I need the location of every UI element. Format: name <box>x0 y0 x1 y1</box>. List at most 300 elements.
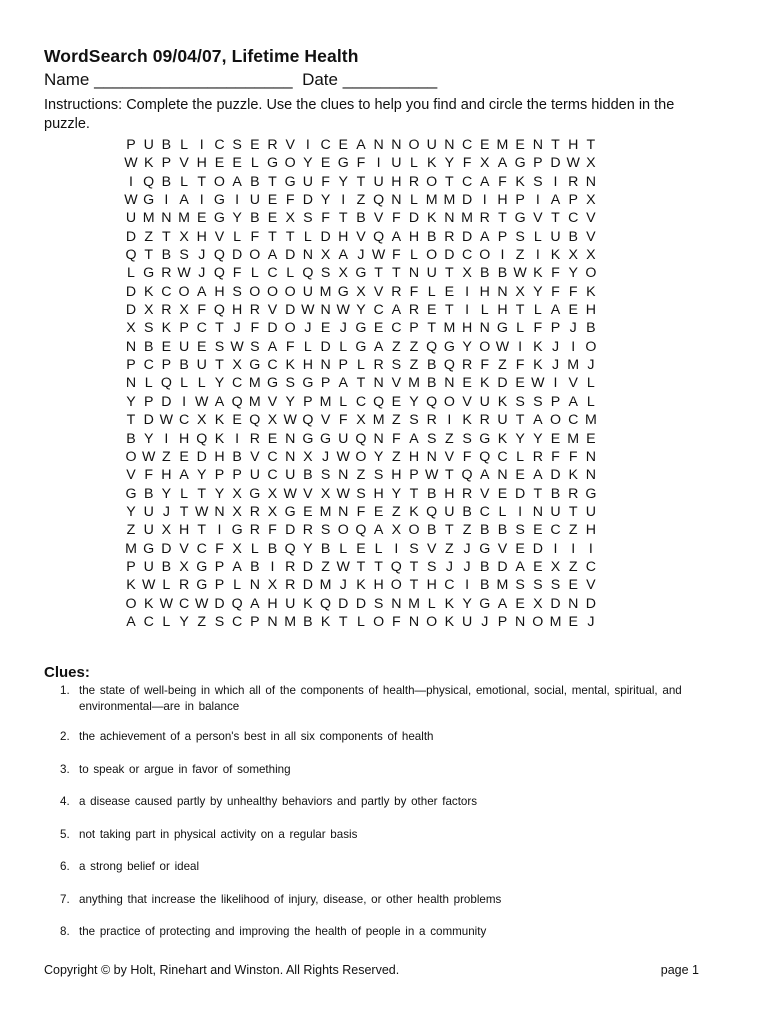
grid-letter: W <box>124 155 138 172</box>
grid-letter: J <box>198 247 206 264</box>
grid-letter: Q <box>160 375 172 392</box>
grid-letter: B <box>303 613 313 630</box>
grid-letter: C <box>267 357 278 374</box>
grid-letter: C <box>143 357 154 374</box>
grid-letter: Q <box>213 302 225 319</box>
grid-letter: F <box>533 320 543 337</box>
grid-letter: P <box>161 155 172 172</box>
grid-letter: L <box>533 228 542 245</box>
grid-letter: F <box>391 613 401 630</box>
grid-letter: F <box>356 155 366 172</box>
grid-letter: M <box>319 283 332 300</box>
grid-letter: G <box>143 540 155 557</box>
grid-letter: M <box>567 357 580 374</box>
grid-letter: A <box>480 467 490 484</box>
grid-letter: E <box>320 155 331 172</box>
grid-letter: M <box>567 430 580 447</box>
grid-letter: Z <box>126 522 136 539</box>
grid-letter: Q <box>302 412 314 429</box>
clue-number: 3. <box>60 762 70 776</box>
grid-letter: U <box>550 503 561 520</box>
grid-letter: K <box>444 613 455 630</box>
grid-letter: D <box>585 595 596 612</box>
grid-letter: D <box>285 302 296 319</box>
grid-letter: W <box>159 595 174 612</box>
grid-letter: D <box>161 540 172 557</box>
grid-letter: N <box>320 357 331 374</box>
grid-letter: B <box>320 540 331 557</box>
grid-letter: P <box>126 558 136 575</box>
grid-letter: N <box>125 338 137 355</box>
grid-letter: R <box>249 302 260 319</box>
grid-letter: P <box>515 192 525 209</box>
grid-letter: C <box>232 375 243 392</box>
grid-letter: Y <box>356 302 366 319</box>
grid-letter: O <box>284 320 296 337</box>
grid-letter: U <box>249 192 260 209</box>
grid-letter: D <box>125 228 137 245</box>
clue-number: 1. <box>60 684 70 697</box>
grid-letter: F <box>232 265 242 282</box>
grid-letter: X <box>179 558 189 575</box>
grid-letter: A <box>179 467 189 484</box>
grid-letter: E <box>373 503 384 520</box>
grid-letter: A <box>409 430 419 447</box>
grid-letter: E <box>462 375 472 392</box>
grid-letter: H <box>338 228 349 245</box>
grid-letter: I <box>518 338 523 355</box>
grid-letter: W <box>495 338 510 355</box>
grid-letter: L <box>250 540 259 557</box>
grid-letter: T <box>498 210 507 227</box>
grid-letter: Y <box>462 338 472 355</box>
grid-letter: T <box>515 302 525 319</box>
grid-letter: T <box>445 302 454 319</box>
grid-letter: H <box>178 522 190 539</box>
grid-letter: E <box>232 412 242 429</box>
grid-letter: K <box>568 467 578 484</box>
grid-letter: N <box>267 613 278 630</box>
grid-letter: G <box>284 173 296 190</box>
clue-number: 4. <box>60 795 70 808</box>
grid-letter: A <box>550 302 561 319</box>
grid-letter: O <box>549 412 562 429</box>
grid-letter: V <box>303 485 313 502</box>
grid-letter: O <box>249 283 261 300</box>
grid-letter: J <box>463 540 471 557</box>
grid-letter: X <box>232 357 242 374</box>
grid-letter: Q <box>249 412 261 429</box>
grid-letter: U <box>125 210 137 227</box>
grid-letter: B <box>250 173 260 190</box>
grid-letter: A <box>533 467 543 484</box>
grid-letter: F <box>285 192 295 209</box>
grid-letter: V <box>497 540 508 557</box>
grid-letter: D <box>320 228 331 245</box>
grid-letter: H <box>196 228 207 245</box>
grid-letter: T <box>144 247 154 264</box>
grid-letter: E <box>533 558 543 575</box>
grid-letter: R <box>479 412 490 429</box>
grid-letter: U <box>196 357 207 374</box>
grid-row <box>124 374 598 392</box>
grid-letter: W <box>336 558 350 575</box>
grid-letter: G <box>143 265 155 282</box>
grid-letter: O <box>426 613 438 630</box>
grid-letter: F <box>515 357 525 374</box>
clue-text: anything that increase the likelihood of injury, disease, or other health problems <box>79 892 502 906</box>
grid-letter: Y <box>320 192 331 209</box>
grid-letter: I <box>571 338 576 355</box>
grid-letter: R <box>461 357 473 374</box>
grid-letter: C <box>232 613 243 630</box>
grid-letter: O <box>266 283 279 300</box>
grid-letter: N <box>408 265 420 282</box>
grid-letter: O <box>178 283 190 300</box>
grid-letter: B <box>161 247 172 264</box>
grid-letter: A <box>497 595 508 612</box>
grid-letter: T <box>374 558 383 575</box>
grid-letter: G <box>514 210 526 227</box>
grid-letter: X <box>515 283 525 300</box>
grid-letter: K <box>126 577 136 594</box>
grid-letter: I <box>553 540 558 557</box>
grid-letter: I <box>217 522 222 539</box>
grid-letter: F <box>321 173 330 190</box>
grid-letter: V <box>179 540 189 557</box>
grid-letter: G <box>196 558 208 575</box>
grid-letter: J <box>339 577 347 594</box>
grid-letter: S <box>214 338 225 355</box>
grid-letter: Z <box>162 448 171 465</box>
grid-letter: X <box>338 265 348 282</box>
grid-letter: Z <box>391 338 401 355</box>
grid-letter: Q <box>213 265 225 282</box>
grid-letter: G <box>143 192 155 209</box>
grid-letter: S <box>179 247 189 264</box>
grid-letter: U <box>497 412 508 429</box>
grid-letter: C <box>267 265 278 282</box>
grid-letter: M <box>319 393 332 410</box>
grid-letter: F <box>551 265 560 282</box>
clue-item <box>44 729 684 745</box>
grid-letter: G <box>249 357 261 374</box>
grid-letter: I <box>235 192 240 209</box>
grid-letter: N <box>391 137 402 153</box>
grid-letter: Z <box>321 558 330 575</box>
grid-letter: N <box>515 613 526 630</box>
grid-letter: E <box>338 137 348 153</box>
grid-letter: U <box>391 155 402 172</box>
grid-letter: Y <box>444 155 455 172</box>
grid-letter: M <box>284 613 297 630</box>
grid-letter: M <box>142 210 155 227</box>
grid-letter: O <box>408 522 420 539</box>
grid-letter: W <box>336 302 350 319</box>
grid-row <box>124 338 598 356</box>
grid-letter: E <box>250 137 260 153</box>
grid-row <box>124 448 598 466</box>
grid-row <box>124 283 598 301</box>
grid-letter: L <box>162 613 171 630</box>
grid-letter: I <box>235 430 240 447</box>
copyright-footer: Copyright © by Holt, Rinehart and Winston. All Rights Reserved. <box>44 963 400 977</box>
grid-letter: N <box>426 448 437 465</box>
grid-row <box>124 393 598 411</box>
grid-letter: Y <box>338 173 348 190</box>
grid-letter: R <box>479 210 490 227</box>
grid-letter: L <box>127 265 135 282</box>
grid-letter: P <box>497 228 508 245</box>
grid-letter: L <box>250 155 259 172</box>
grid-letter: Q <box>320 595 332 612</box>
grid-letter: X <box>533 595 543 612</box>
grid-letter: P <box>497 613 508 630</box>
grid-letter: L <box>356 357 365 374</box>
grid-letter: D <box>285 522 296 539</box>
clue-item <box>44 827 684 843</box>
grid-letter: K <box>533 338 543 355</box>
grid-letter: J <box>322 448 330 465</box>
grid-letter: N <box>373 430 384 447</box>
grid-letter: K <box>533 357 543 374</box>
clue-text: a disease caused partly by unhealthy behaviors and partly by other factors <box>79 795 478 808</box>
grid-letter: V <box>426 540 437 557</box>
grid-letter: A <box>568 393 578 410</box>
grid-letter: S <box>285 375 295 392</box>
grid-letter: K <box>444 595 455 612</box>
grid-letter: U <box>479 393 490 410</box>
grid-letter: Q <box>373 393 385 410</box>
grid-letter: X <box>320 485 331 502</box>
grid-letter: G <box>514 155 526 172</box>
grid-letter: I <box>376 155 381 172</box>
grid-letter: E <box>197 338 207 355</box>
grid-letter: B <box>426 357 437 374</box>
grid-letter: P <box>161 357 172 374</box>
grid-letter: A <box>533 412 543 429</box>
grid-letter: M <box>425 192 438 209</box>
grid-letter: B <box>356 210 366 227</box>
grid-letter: L <box>339 338 348 355</box>
grid-letter: Q <box>355 522 367 539</box>
grid-letter: E <box>179 448 189 465</box>
grid-letter: R <box>373 357 384 374</box>
grid-letter: T <box>285 228 295 245</box>
grid-letter: P <box>250 613 260 630</box>
grid-letter: G <box>302 430 314 447</box>
grid-letter: B <box>480 577 490 594</box>
grid-letter: I <box>588 540 593 557</box>
grid-letter: B <box>143 338 154 355</box>
grid-letter: B <box>161 137 172 153</box>
grid-letter: E <box>232 155 242 172</box>
grid-letter: I <box>553 375 558 392</box>
grid-letter: R <box>568 485 579 502</box>
grid-letter: S <box>373 595 384 612</box>
grid-letter: X <box>550 558 561 575</box>
grid-letter: V <box>250 448 260 465</box>
grid-letter: L <box>516 320 525 337</box>
grid-letter: Z <box>356 192 366 209</box>
grid-letter: L <box>303 338 312 355</box>
grid-letter: A <box>391 302 402 319</box>
word-search-grid <box>124 136 598 631</box>
grid-letter: E <box>267 192 278 209</box>
grid-letter: K <box>409 503 419 520</box>
grid-row <box>124 466 598 484</box>
grid-letter: T <box>568 503 578 520</box>
grid-letter: X <box>126 320 136 337</box>
grid-letter: D <box>550 595 561 612</box>
grid-letter: T <box>374 265 383 282</box>
grid-letter: V <box>391 375 402 392</box>
grid-letter: Z <box>409 338 419 355</box>
grid-letter: H <box>232 302 243 319</box>
grid-letter: K <box>356 577 366 594</box>
grid-letter: J <box>551 357 560 374</box>
grid-letter: X <box>356 283 366 300</box>
grid-letter: I <box>199 192 204 209</box>
grid-letter: U <box>585 503 596 520</box>
grid-letter: V <box>373 210 384 227</box>
grid-letter: A <box>232 558 242 575</box>
grid-letter: K <box>143 155 154 172</box>
grid-letter: X <box>303 448 313 465</box>
grid-letter: U <box>143 137 154 153</box>
grid-letter: I <box>465 283 470 300</box>
grid-letter: D <box>302 192 313 209</box>
grid-letter: B <box>179 357 189 374</box>
grid-letter: R <box>568 173 579 190</box>
grid-letter: X <box>179 302 189 319</box>
grid-letter: F <box>409 283 419 300</box>
grid-row <box>124 209 598 227</box>
grid-letter: U <box>550 228 561 245</box>
grid-letter: G <box>585 485 597 502</box>
grid-letter: U <box>302 283 313 300</box>
worksheet-title: WordSearch 09/04/07, Lifetime Health <box>44 46 359 66</box>
grid-letter: H <box>161 467 172 484</box>
grid-letter: T <box>515 412 525 429</box>
grid-letter: H <box>373 485 384 502</box>
grid-letter: L <box>233 577 242 594</box>
grid-letter: K <box>426 155 437 172</box>
grid-letter: P <box>126 137 136 153</box>
grid-letter: D <box>143 412 154 429</box>
grid-letter: D <box>515 485 526 502</box>
grid-letter: R <box>426 412 437 429</box>
grid-letter: C <box>320 137 331 153</box>
grid-letter: R <box>178 577 190 594</box>
grid-letter: S <box>550 577 561 594</box>
grid-letter: S <box>250 338 260 355</box>
grid-letter: B <box>426 228 437 245</box>
grid-letter: Y <box>214 485 225 502</box>
grid-letter: C <box>214 137 225 153</box>
grid-letter: S <box>515 393 525 410</box>
grid-letter: V <box>320 412 331 429</box>
grid-letter: L <box>516 448 525 465</box>
grid-letter: F <box>480 357 490 374</box>
grid-letter: B <box>586 320 596 337</box>
grid-letter: H <box>391 173 402 190</box>
grid-letter: D <box>497 375 508 392</box>
grid-letter: X <box>356 412 366 429</box>
grid-letter: E <box>320 320 331 337</box>
grid-letter: G <box>284 503 296 520</box>
grid-row <box>124 485 598 503</box>
grid-letter: I <box>535 192 540 209</box>
grid-letter: L <box>339 540 348 557</box>
grid-letter: P <box>568 192 578 209</box>
grid-letter: Y <box>285 393 295 410</box>
grid-letter: T <box>215 320 224 337</box>
grid-letter: J <box>445 558 453 575</box>
grid-letter: A <box>497 155 508 172</box>
grid-letter: D <box>196 448 207 465</box>
grid-letter: L <box>427 595 436 612</box>
grid-letter: H <box>408 228 420 245</box>
grid-letter: X <box>568 247 578 264</box>
grid-letter: G <box>479 595 491 612</box>
grid-letter: T <box>551 210 560 227</box>
grid-letter: T <box>197 522 207 539</box>
grid-letter: E <box>497 485 508 502</box>
grid-letter: B <box>126 430 136 447</box>
page-number: page 1 <box>660 963 699 977</box>
grid-letter: P <box>179 320 189 337</box>
grid-row <box>124 576 598 594</box>
grid-letter: C <box>461 247 473 264</box>
grid-letter: M <box>443 320 456 337</box>
grid-letter: A <box>267 338 278 355</box>
grid-letter: E <box>515 595 525 612</box>
grid-letter: B <box>480 522 490 539</box>
grid-row <box>124 173 598 191</box>
grid-letter: L <box>498 503 507 520</box>
grid-letter: G <box>231 522 243 539</box>
grid-letter: P <box>214 558 225 575</box>
grid-letter: C <box>461 173 473 190</box>
grid-letter: X <box>143 302 154 319</box>
grid-letter: D <box>302 558 313 575</box>
grid-letter: N <box>373 375 384 392</box>
grid-letter: P <box>550 393 561 410</box>
grid-letter: T <box>409 485 419 502</box>
grid-letter: W <box>336 448 350 465</box>
grid-letter: F <box>285 338 295 355</box>
grid-letter: L <box>180 485 188 502</box>
grid-letter: O <box>373 613 385 630</box>
grid-letter: Z <box>568 558 578 575</box>
grid-letter: I <box>482 192 487 209</box>
grid-letter: C <box>161 283 172 300</box>
grid-letter: T <box>427 320 437 337</box>
grid-letter: U <box>302 173 313 190</box>
grid-letter: C <box>444 577 455 594</box>
grid-letter: G <box>213 210 225 227</box>
grid-letter: C <box>178 595 190 612</box>
grid-letter: K <box>161 320 172 337</box>
grid-letter: N <box>479 320 490 337</box>
grid-letter: K <box>533 265 543 282</box>
grid-letter: M <box>549 613 562 630</box>
grid-letter: D <box>408 210 420 227</box>
grid-letter: I <box>341 192 346 209</box>
grid-letter: S <box>515 522 525 539</box>
grid-letter: N <box>444 210 455 227</box>
